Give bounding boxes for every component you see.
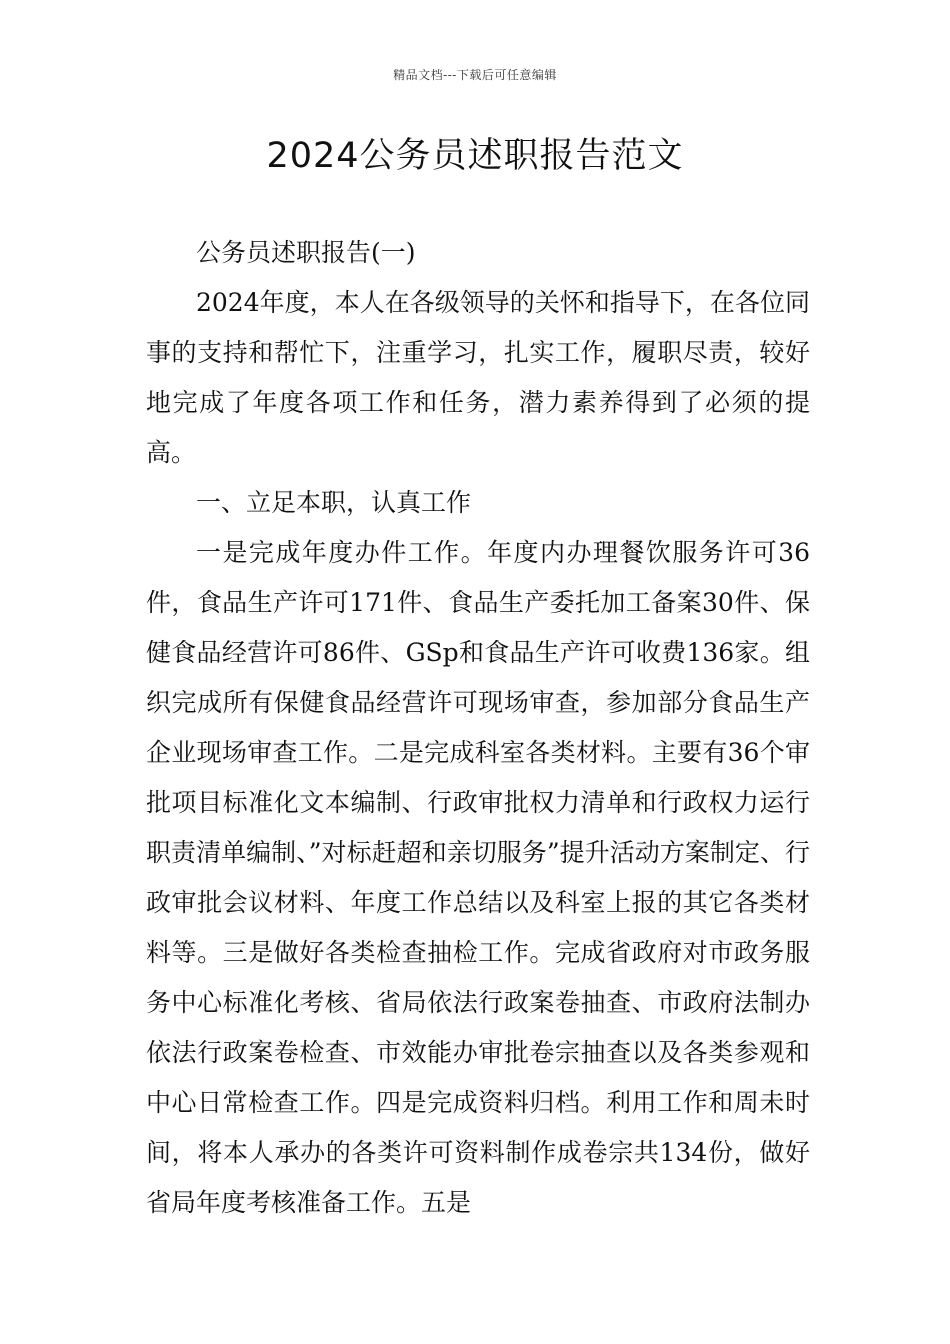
intro-paragraph: 2024年度，本人在各级领导的关怀和指导下，在各位同事的支持和帮忙下，注重学习，扎实工作，履职尽责，较好地完成了年度各项工作和任务，潜力素养得到了必须的提高。 — [146, 288, 810, 467]
work-paragraph: 一是完成年度办件工作。年度内办理餐饮服务许可36件，食品生产许可171件、食品生产委托加工备案30件、保健食品经营许可86件、GSp和食品生产许可收费136家。组织完成所有保健食品经营许可现场审查，参加部分食品生产企业现场审查工作。二是完成科室各类材料。主要有36个审批项目标准化文本编制、行政审批权力清单和行政权力运行职责清单编制、”对标赶超和亲切服务”提升活动方案制定、行政审批会议材料、年度工作总结以及科室上报的其它各类材料等。三是做好各类检查抽检工作。完成省政府对市政务服务中心标准化考核、省局依法行政案卷抽查、市政府法制办依法行政案卷检查、市效能办审批卷宗抽查以及各类参观和中心日常检查工作。四是完成资料归档。利用工作和周未时间，将本人承办的各类许可资料制作成卷宗共134份，做好省局年度考核准备工作。五是 — [146, 538, 810, 1217]
document-body — [146, 228, 810, 1228]
header-note: 精品文档---下载后可任意编辑 — [393, 68, 557, 82]
document-title: 2024公务员述职报告范文 — [266, 136, 684, 176]
section-heading: 一、立足本职，认真工作 — [196, 488, 472, 517]
report-subtitle: 公务员述职报告(一) — [196, 238, 416, 267]
